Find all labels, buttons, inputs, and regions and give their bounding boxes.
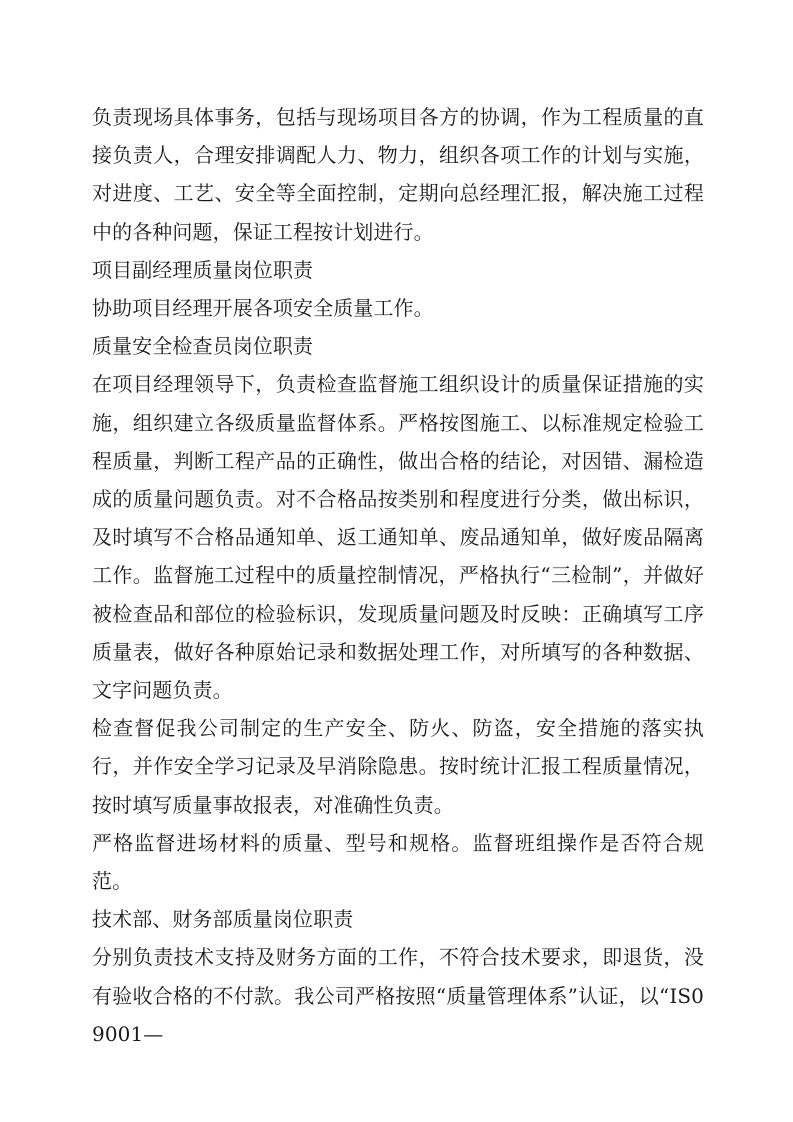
site-manager-duties-paragraph: 负责现场具体事务，包括与现场项目各方的协调，作为工程质量的直接负责人，合理安排调配人力、物力，组织各项工作的计划与实施，对进度、工艺、安全等全面控制，定期向总经理汇报，解决施工过程中的各种问题，保证工程按计划进行。 [92,105,704,244]
tech-finance-heading: 技术部、财务部质量岗位职责 [92,907,354,932]
deputy-manager-heading: 项目副经理质量岗位职责 [92,257,314,282]
tech-finance-duties-paragraph: 分别负责技术支持及财务方面的工作，不符合技术要求，即退货，没有验收合格的不付款。我公司严格按照“质量管理体系”认证，以“IS09001— [92,945,704,1046]
deputy-manager-duties-paragraph: 协助项目经理开展各项安全质量工作。 [92,296,434,321]
safety-supervision-paragraph: 检查督促我公司制定的生产安全、防火、防盗，安全措施的落实执行，并作安全学习记录及早消除隐患。按时统计汇报工程质量情况，按时填写质量事故报表，对准确性负责。 [92,716,704,817]
inspector-duties-paragraph: 在项目经理领导下，负责检查监督施工组织设计的质量保证措施的实施，组织建立各级质量监督体系。严格按图施工、以标准规定检验工程质量，判断工程产品的正确性，做出合格的结论，对因错、漏检造成的质量问题负责。对不合格品按类别和程度进行分类，做出标识，及时填写不合格品通知单、返工通知单、废品通知单，做好废品隔离工作。监督施工过程中的质量控制情况，严格执行“三检制”，并做好被检查品和部位的检验标识，发现质量问题及时反映：正确填写工序质量表，做好各种原始记录和数据处理工作，对所填写的各种数据、文字问题负责。 [92,372,704,703]
inspector-heading: 质量安全检查员岗位职责 [92,334,314,359]
document-page [92,98,704,1053]
material-supervision-paragraph: 严格监督进场材料的质量、型号和规格。监督班组操作是否符合规范。 [92,830,704,894]
